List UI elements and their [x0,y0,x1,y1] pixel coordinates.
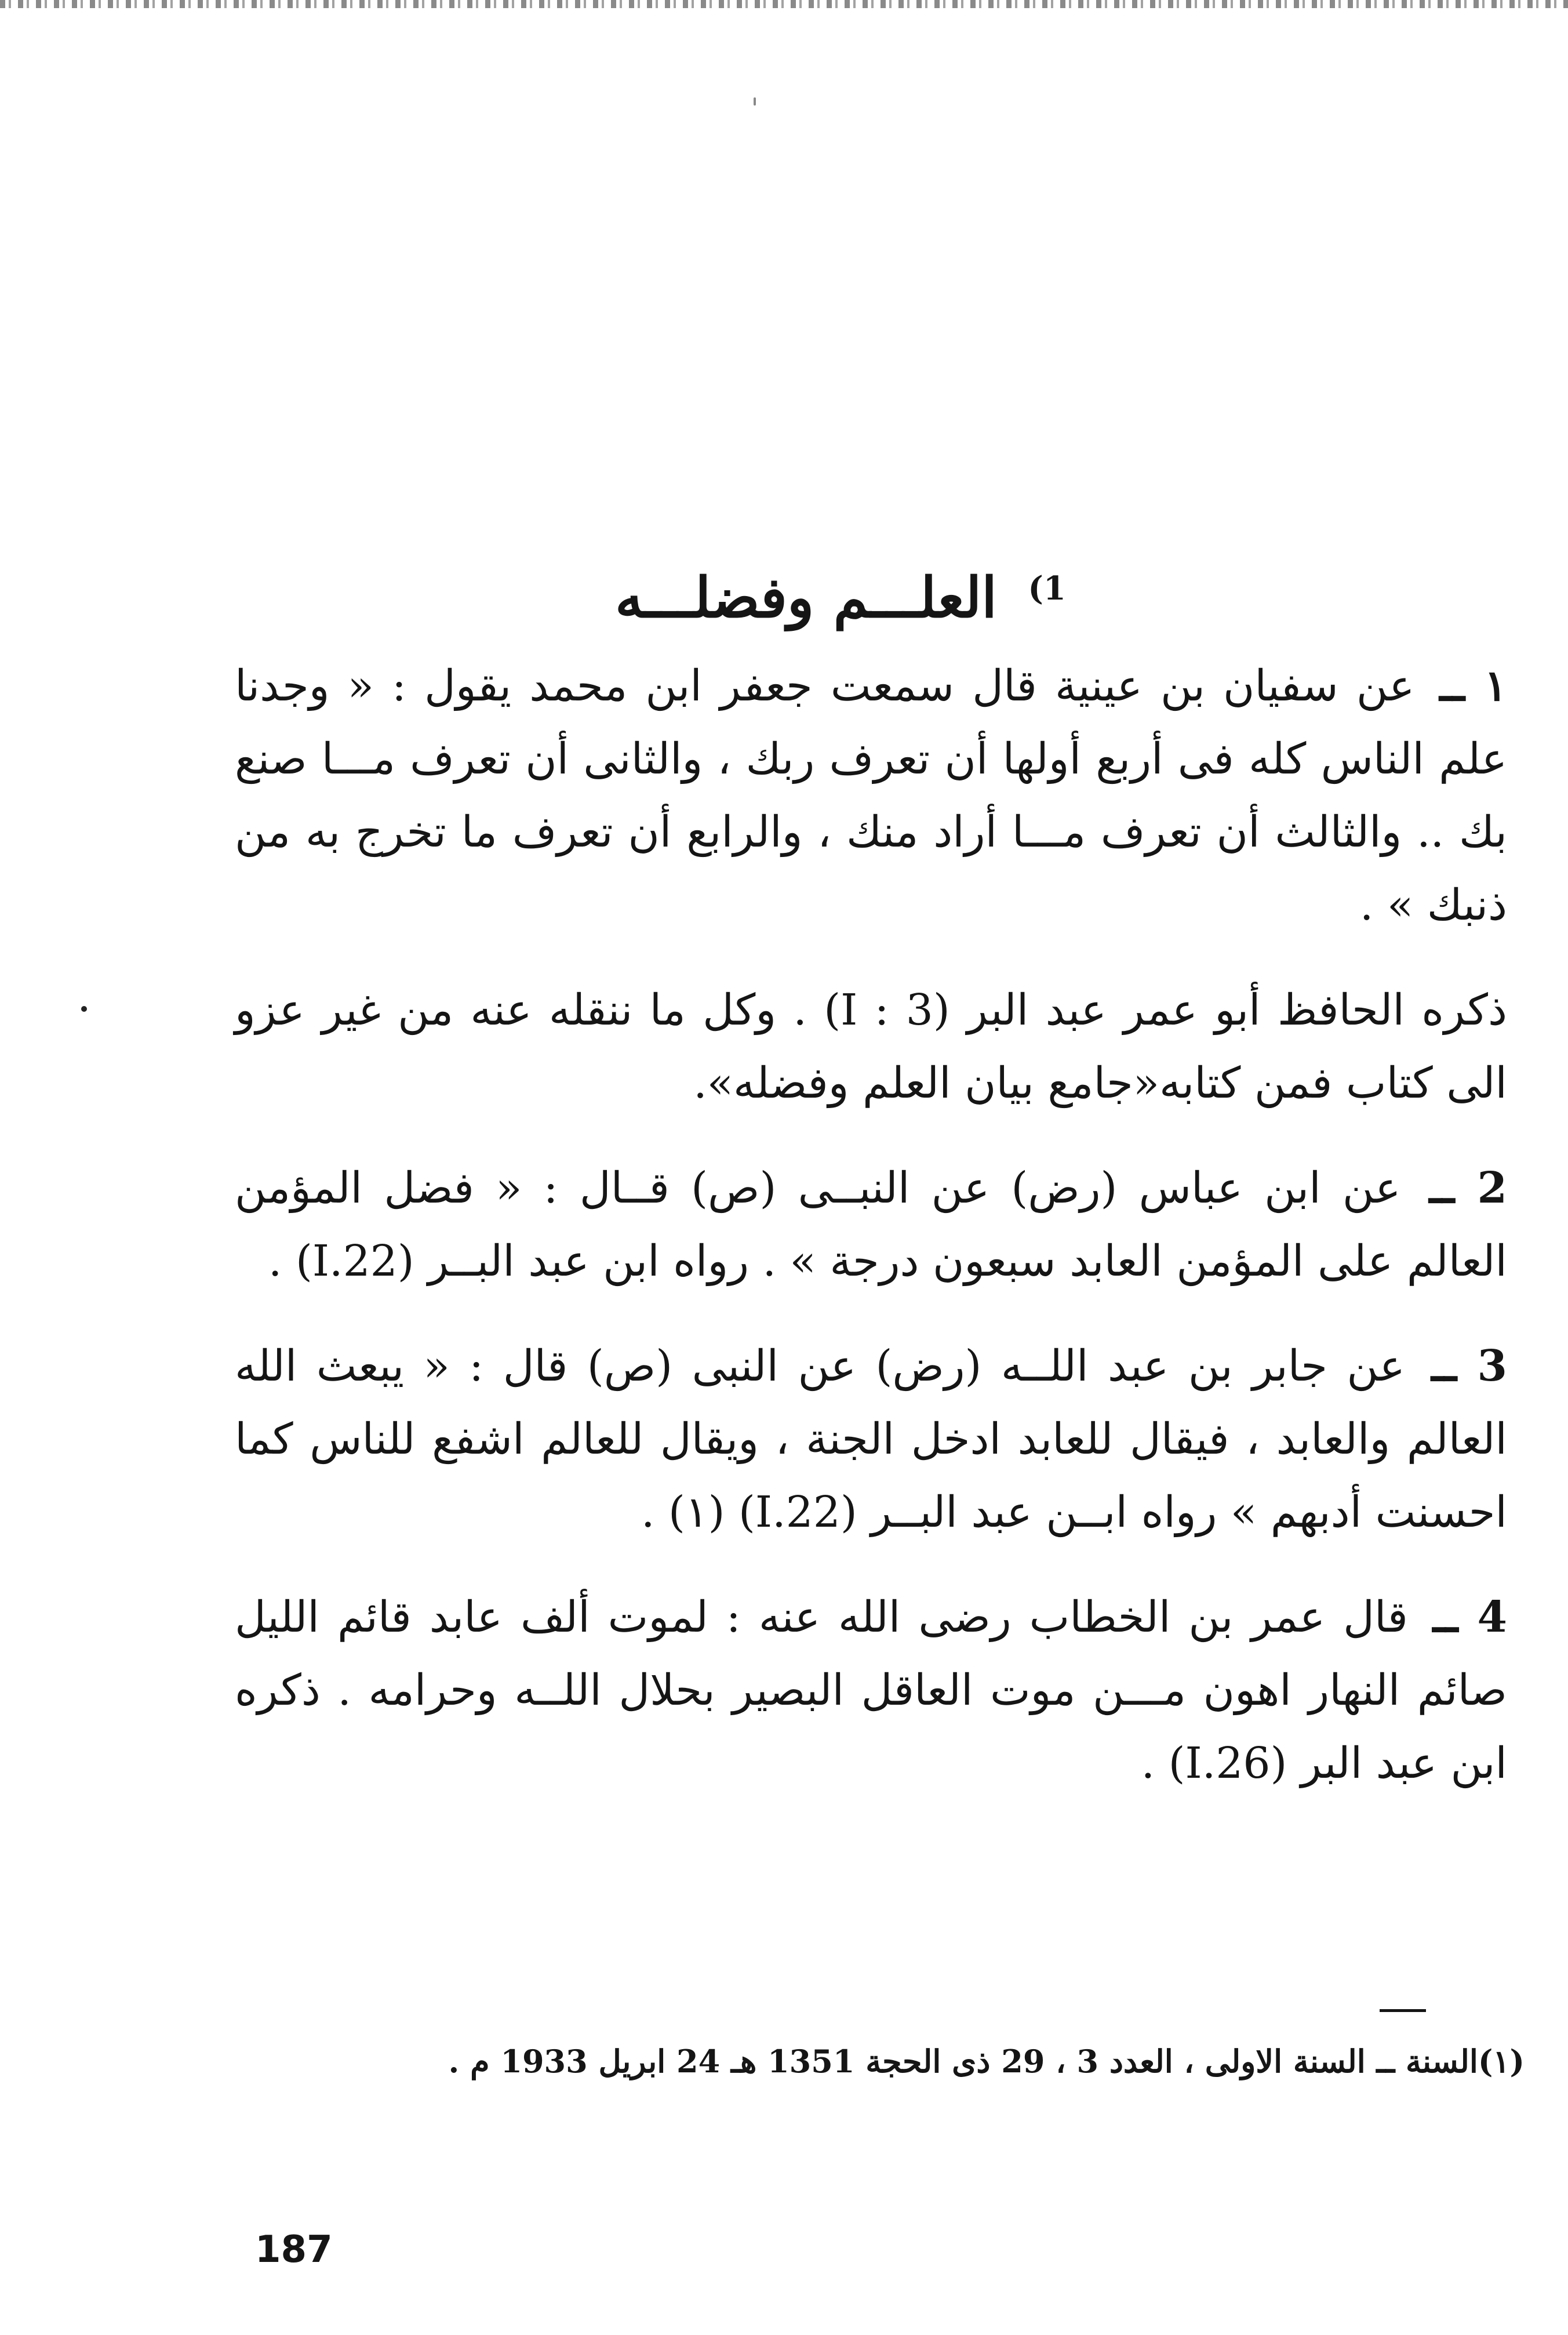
paragraph-text: قال عمر بن الخطاب رضى الله عنه : لموت ألف عابد قائم الليل صائم النهار اهون مـــن موت العاقل البصير بحلال اللــه وحرامه . ذكره ابن عبد البر (I.26) . [235,1592,1507,1788]
scan-speck [81,1006,87,1012]
paragraph-source-note [235,974,1507,1120]
paragraph-number: 2 ــ [1429,1163,1507,1213]
scan-edge-artifact [0,0,1568,8]
title-footnote-marker: 1) [1028,569,1066,608]
paragraph-text: عن جابر بن عبد اللــه (رض) عن النبى (ص) قال : « يبعث الله العالم والعابد ، فيقال للعابد ادخل الجنة ، ويقال للعالم اشفع للناس كما احسنت أدبهم » رواه ابــن عبد البــر (I.22) (١) . [235,1341,1507,1537]
page-number: 187 [255,2228,333,2271]
paragraph-2 [235,1152,1507,1298]
page-title [522,545,1159,632]
scan-speck [754,97,756,106]
paragraph-number: ١ ــ [1439,661,1507,711]
paragraph-number: 4 ــ [1432,1592,1507,1642]
paragraph-text: عن ابن عباس (رض) عن النبــى (ص) قــال : « فضل المؤمن العالم على المؤمن العابد سبعون درجة » . رواه ابن عبد البــر (I.22) . [235,1163,1507,1286]
title-text: العلـــم وفضلـــه [615,565,997,630]
paragraph-4 [235,1581,1507,1800]
paragraph-text: ذكره الحافظ أبو عمر عبد البر (I : 3) . وكل ما ننقله عنه من غير عزو الى كتاب فمن كتابه«جامع بيان العلم وفضله». [235,985,1507,1108]
paragraph-1 [235,649,1507,942]
footnote-divider [1380,2009,1426,2012]
paragraph-3 [235,1330,1507,1549]
footnote: (١)السنة ــ السنة الاولى ، العدد 3 ، 29 ذى الحجة 1351 هـ 24 ابريل 1933 م . [448,2043,1525,2080]
body-text [235,649,1507,1832]
paragraph-text: عن سفيان بن عينية قال سمعت جعفر ابن محمد يقول : « وجدنا علم الناس كله فى أربع أولها أن تعرف ربك ، والثانى أن تعرف مـــا صنع بك .. والثالث أن تعرف مـــا أراد منك ، والرابع أن تعرف ما تخرج به من ذنبك » . [235,661,1507,930]
paragraph-number: 3 ــ [1431,1341,1507,1391]
